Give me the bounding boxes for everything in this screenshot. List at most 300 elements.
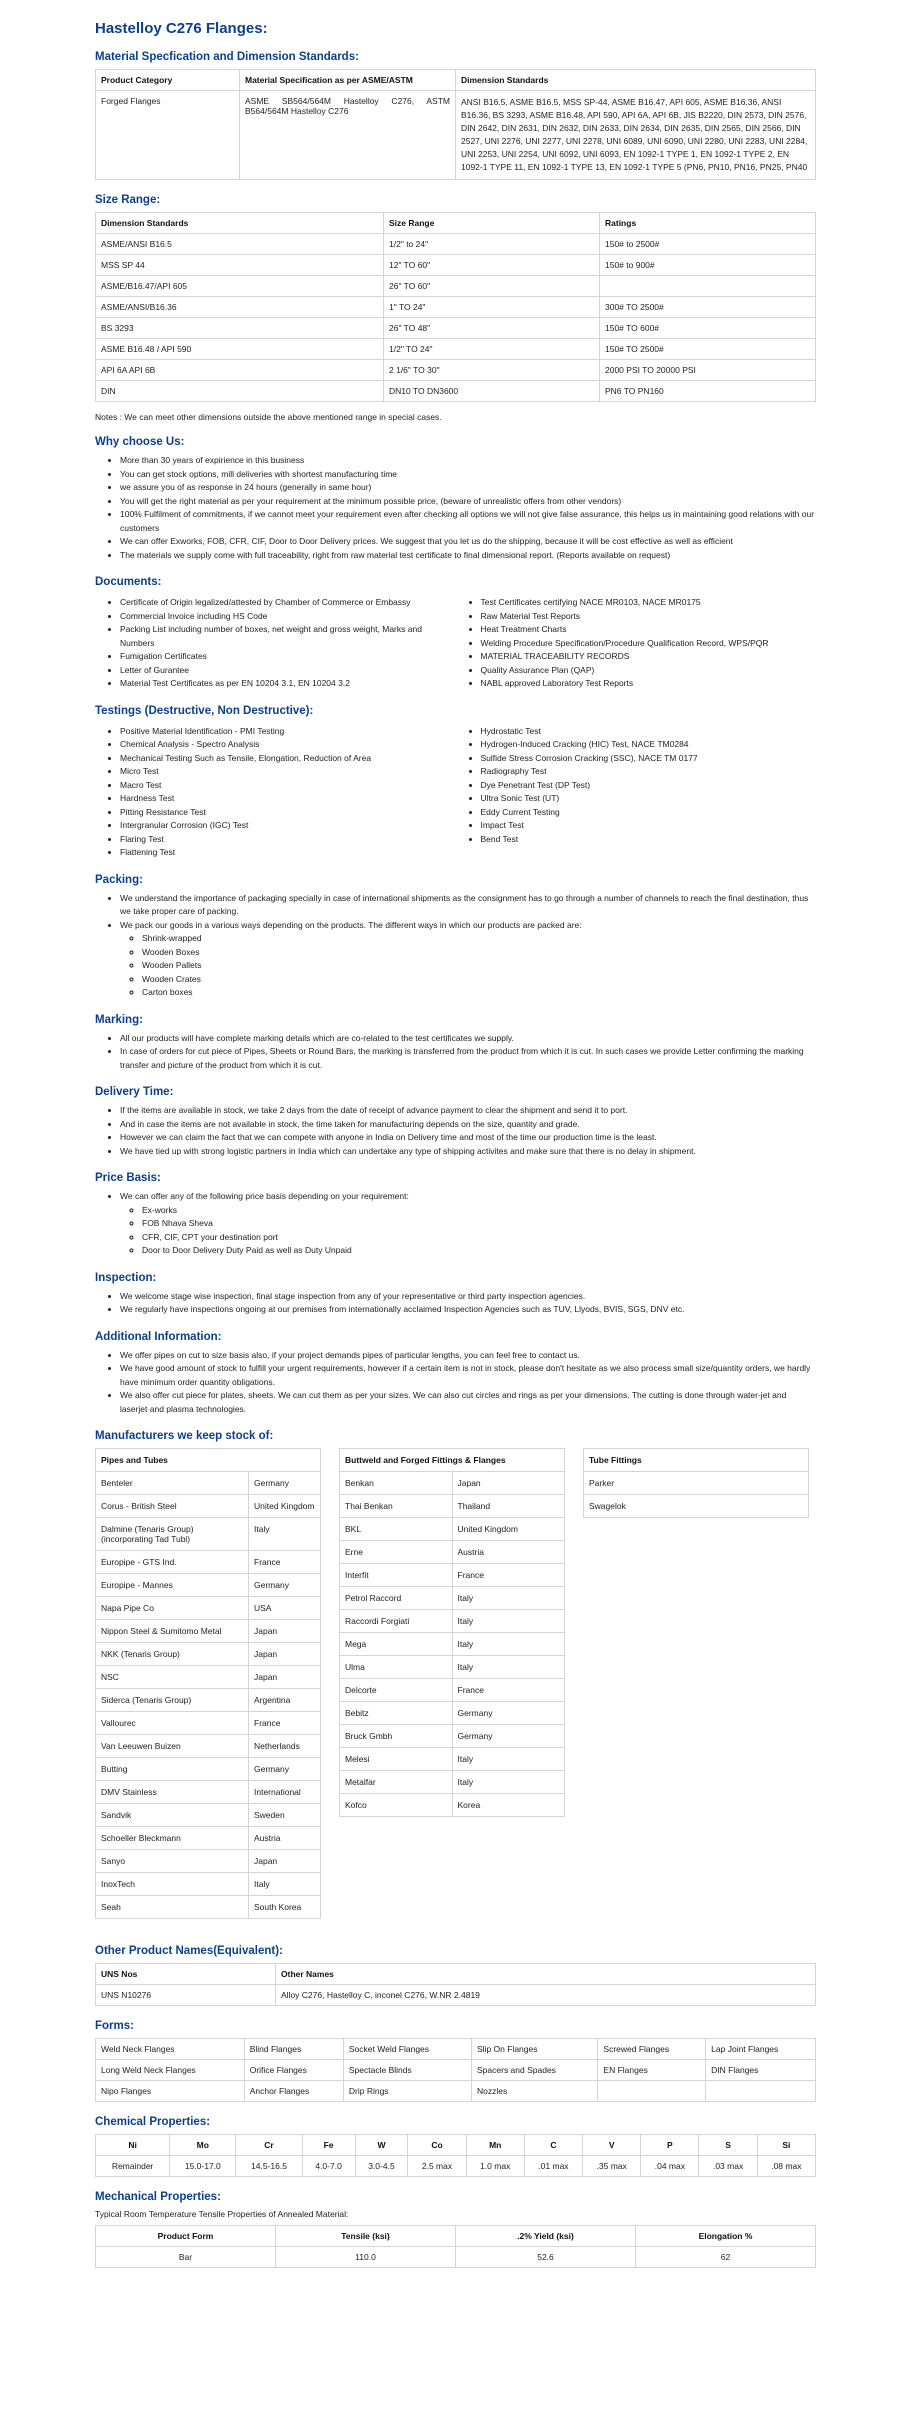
table-cell: Italy <box>452 1771 565 1794</box>
list-item: • We welcome stage wise inspection, final stage inspection from any of your representative or third party inspection agencies. <box>120 1290 816 1304</box>
table-row <box>96 1620 321 1643</box>
table-row <box>340 1564 565 1587</box>
list-item <box>120 1190 816 1258</box>
table-row <box>96 91 816 180</box>
delivery-heading: Delivery Time: <box>95 1086 174 1098</box>
table-row <box>96 1827 321 1850</box>
table-cell: 300# TO 2500# <box>600 297 816 318</box>
additional-info-list <box>95 1349 816 1417</box>
why-choose-heading: Why choose Us: <box>95 436 185 448</box>
other-names-table <box>95 1963 816 2006</box>
list-item: • Raw Material Test Reports <box>481 610 817 624</box>
table-header: Co <box>408 2135 466 2156</box>
testings-columns <box>95 723 816 860</box>
table-cell: Socket Weld Flanges <box>343 2039 471 2060</box>
table-cell: France <box>452 1564 565 1587</box>
table-header: C <box>524 2135 582 2156</box>
table-cell: Italy <box>452 1587 565 1610</box>
list-item: ◦ Wooden Boxes <box>142 946 816 960</box>
table-header: Size Range <box>384 213 600 234</box>
documents-columns <box>95 594 816 691</box>
table-cell: Schoeller Bleckmann <box>96 1827 249 1850</box>
table-header: Buttweld and Forged Fittings & Flanges <box>340 1449 565 1472</box>
table-row <box>96 1873 321 1896</box>
table-row <box>340 1541 565 1564</box>
table-cell: Lap Joint Flanges <box>706 2039 816 2060</box>
documents-heading: Documents: <box>95 576 162 588</box>
testings-list-left <box>95 725 456 860</box>
list-item: • Hydrogen-Induced Cracking (HIC) Test, NACE TM0284 <box>481 738 817 752</box>
table-row <box>96 1597 321 1620</box>
marking-list <box>95 1032 816 1073</box>
table-cell: Orifice Flanges <box>244 2060 343 2081</box>
manufacturers-heading: Manufacturers we keep stock of: <box>95 1430 274 1442</box>
price-basis-list <box>95 1190 816 1258</box>
table-row <box>96 1574 321 1597</box>
list-item: • Radiography Test <box>481 765 817 779</box>
table-cell: NKK (Tenaris Group) <box>96 1643 249 1666</box>
table-cell: Forged Flanges <box>96 91 240 180</box>
table-row <box>96 2247 816 2268</box>
list-item: ◦ Ex-works <box>142 1204 816 1218</box>
table-row <box>96 2060 816 2081</box>
table-cell: Nipo Flanges <box>96 2081 245 2102</box>
list-item: • Heat Treatment Charts <box>481 623 817 637</box>
table-cell: ASME/ANSI/B16.36 <box>96 297 384 318</box>
list-item: • We understand the importance of packaging specially in case of international shipments as the consignment has to go through a number of channels to reach the final destination, thus we take proper care of packing. <box>120 892 816 919</box>
chemical-heading: Chemical Properties: <box>95 2116 211 2128</box>
table-cell: Italy <box>452 1633 565 1656</box>
table-cell: Alloy C276, Hastelloy C, inconel C276, W.NR 2.4819 <box>276 1985 816 2006</box>
table-cell: Italy <box>452 1610 565 1633</box>
list-item: • We also offer cut piece for plates, sheets. We can cut them as per your sizes. We can also cut circles and rings as per your dimensions. The cutting is done through water-jet and laserjet and plasma technologies. <box>120 1389 816 1416</box>
packing-methods-list <box>120 932 816 1000</box>
table-cell: 110.0 <box>276 2247 456 2268</box>
table-cell: United Kingdom <box>249 1495 321 1518</box>
table-header: Mo <box>170 2135 236 2156</box>
packing-heading: Packing: <box>95 873 143 886</box>
table-cell: 150# to 900# <box>600 255 816 276</box>
table-cell: ASME SB564/564M Hastelloy C276, ASTM B564/564M Hastelloy C276 <box>240 91 456 180</box>
table-cell: Italy <box>249 1518 321 1551</box>
table-cell: 62 <box>636 2247 816 2268</box>
list-item: • However we can claim the fact that we can compete with anyone in India on Delivery time and most of the time our production time is the least. <box>120 1131 816 1145</box>
table-header: Dimension Standards <box>96 213 384 234</box>
table-cell: France <box>249 1551 321 1574</box>
list-item: • Fumigation Certificates <box>120 650 456 664</box>
table-cell: Netherlands <box>249 1735 321 1758</box>
table-row <box>340 1518 565 1541</box>
table-cell: ASME B16.48 / API 590 <box>96 339 384 360</box>
table-cell: 1/2" to 24" <box>384 234 600 255</box>
list-item: ◦ CFR, CIF, CPT your destination port <box>142 1231 816 1245</box>
table-cell: ANSI B16.5, ASME B16.5, MSS SP-44, ASME B16.47, API 605, ASME B16.36, ANSI B16.36, BS 3293, ASME B16.48, API 590, API 6A, API 6B, JIS B2220, DIN 2573, DIN 2576, DIN 2642, DIN 2631, DIN 2632, DIN 2633, DIN 2634, DIN 2635, DIN 2565, DIN 2566, DIN 2527, UNI 2276, UNI 2277, UNI 2278, UNI 6089, UNI 6090, UNI 2280, UNI 2283, UNI 2284, UNI 2253, UNI 2254, UNI 6092, UNI 6093, EN 1092-1 TYPE 1, EN 1092-1 TYPE 2, EN 1092-1 TYPE 11, EN 1092-1 TYPE 13, EN 1092-1 TYPE 5 (PN6, PN10, PN16, PN25, PN40 <box>456 91 816 180</box>
list-item: • You can get stock options, mill deliveries with shortest manufacturing time <box>120 468 816 482</box>
table-cell: Italy <box>452 1748 565 1771</box>
list-item: • Test Certificates certifying NACE MR0103, NACE MR0175 <box>481 596 817 610</box>
table-cell: .04 max <box>641 2156 699 2177</box>
table-cell: 2.5 max <box>408 2156 466 2177</box>
table-cell: 3.0-4.5 <box>355 2156 408 2177</box>
table-cell: Siderca (Tenaris Group) <box>96 1689 249 1712</box>
table-cell: .01 max <box>524 2156 582 2177</box>
list-item: • Positive Material Identification - PMI Testing <box>120 725 456 739</box>
list-item: • Dye Penetrant Test (DP Test) <box>481 779 817 793</box>
table-header: Other Names <box>276 1964 816 1985</box>
table-cell: Europipe - Mannes <box>96 1574 249 1597</box>
list-item <box>120 919 816 1000</box>
inspection-heading: Inspection: <box>95 1271 157 1284</box>
table-cell: Japan <box>452 1472 565 1495</box>
tube-fittings-table <box>583 1448 809 1518</box>
table-cell: Butting <box>96 1758 249 1781</box>
table-cell: Germany <box>249 1472 321 1495</box>
list-item-text: We can offer any of the following price basis depending on your requirement: <box>120 1191 409 1201</box>
table-cell: MSS SP 44 <box>96 255 384 276</box>
chemical-header-row <box>96 2135 816 2156</box>
table-row <box>96 1551 321 1574</box>
table-row <box>96 381 816 402</box>
table-row <box>96 1495 321 1518</box>
table-header: Pipes and Tubes <box>96 1449 321 1472</box>
pipes-tubes-body <box>96 1472 321 1919</box>
table-row <box>96 1896 321 1919</box>
table-cell: 2000 PSI TO 20000 PSI <box>600 360 816 381</box>
table-header: W <box>355 2135 408 2156</box>
table-cell: France <box>452 1679 565 1702</box>
table-cell: Erne <box>340 1541 453 1564</box>
table-cell: 1.0 max <box>466 2156 524 2177</box>
table-cell: Sandvik <box>96 1804 249 1827</box>
table-cell: Anchor Flanges <box>244 2081 343 2102</box>
table-header: Tensile (ksi) <box>276 2226 456 2247</box>
table-row <box>340 1771 565 1794</box>
table-cell: UNS N10276 <box>96 1985 276 2006</box>
table-cell: 14.5-16.5 <box>236 2156 302 2177</box>
table-header: Material Specification as per ASME/ASTM <box>240 70 456 91</box>
table-cell: DIN <box>96 381 384 402</box>
table-header: Ratings <box>600 213 816 234</box>
table-cell: 1/2" TO 24" <box>384 339 600 360</box>
table-cell: Dalmine (Tenaris Group) (incorporating Tad Tubi) <box>96 1518 249 1551</box>
table-cell: Bar <box>96 2247 276 2268</box>
table-cell: Ulma <box>340 1656 453 1679</box>
table-cell: United Kingdom <box>452 1518 565 1541</box>
table-cell <box>600 276 816 297</box>
list-item: • Material Test Certificates as per EN 10204 3.1, EN 10204 3.2 <box>120 677 456 691</box>
table-row <box>96 1985 816 2006</box>
testings-list-right <box>456 725 817 847</box>
table-cell: South Korea <box>249 1896 321 1919</box>
table-row <box>96 1712 321 1735</box>
table-row <box>96 1735 321 1758</box>
table-header: Mn <box>466 2135 524 2156</box>
list-item: • NABL approved Laboratory Test Reports <box>481 677 817 691</box>
table-row <box>96 2081 816 2102</box>
list-item-text: We pack our goods in a various ways depending on the products. The different ways in which our products are packed are: <box>120 919 582 930</box>
table-cell: 52.6 <box>456 2247 636 2268</box>
table-row <box>96 1758 321 1781</box>
list-item: • Macro Test <box>120 779 456 793</box>
table-row <box>340 1748 565 1771</box>
list-item: • Intergranular Corrosion (IGC) Test <box>120 819 456 833</box>
marking-heading: Marking: <box>95 1013 143 1026</box>
table-cell: Bruck Gmbh <box>340 1725 453 1748</box>
table-cell: Swagelok <box>584 1495 809 1518</box>
list-item: • You will get the right material as per your requirement at the minimum possible price, (beware of unrealistic offers from other vendors) <box>120 495 816 509</box>
additional-info-heading: Additional Information: <box>95 1330 222 1343</box>
table-cell: Sanyo <box>96 1850 249 1873</box>
table-cell: Italy <box>452 1656 565 1679</box>
table-row <box>96 276 816 297</box>
other-names-heading: Other Product Names(Equivalent): <box>95 1945 283 1957</box>
table-cell <box>706 2081 816 2102</box>
table-cell: Metalfar <box>340 1771 453 1794</box>
table-cell: 150# TO 600# <box>600 318 816 339</box>
table-cell: Delcorte <box>340 1679 453 1702</box>
table-header: .2% Yield (ksi) <box>456 2226 636 2247</box>
table-header: P <box>641 2135 699 2156</box>
table-cell: Kofco <box>340 1794 453 1817</box>
table-cell: BKL <box>340 1518 453 1541</box>
table-cell: Sweden <box>249 1804 321 1827</box>
list-item: • We regularly have inspections ongoing at our premises from internationally acclaimed Inspection Agencies such as TUV, Llyods, BVIS, SGS, DNV etc. <box>120 1303 816 1317</box>
table-cell: DMV Stainless <box>96 1781 249 1804</box>
delivery-list <box>95 1104 816 1158</box>
list-item: • Pitting Resistance Test <box>120 806 456 820</box>
list-item: ◦ Wooden Pallets <box>142 959 816 973</box>
table-row <box>96 1804 321 1827</box>
table-cell: Slip On Flanges <box>472 2039 598 2060</box>
list-item: • Chemical Analysis - Spectro Analysis <box>120 738 456 752</box>
pipes-tubes-table <box>95 1448 321 1919</box>
packing-list <box>95 892 816 1000</box>
table-cell: Spectacle Blinds <box>343 2060 471 2081</box>
table-header: Ni <box>96 2135 170 2156</box>
table-cell: Weld Neck Flanges <box>96 2039 245 2060</box>
table-row <box>96 1643 321 1666</box>
table-row <box>96 1518 321 1551</box>
inspection-list <box>95 1290 816 1317</box>
table-cell: .08 max <box>757 2156 815 2177</box>
table-cell: PN6 TO PN160 <box>600 381 816 402</box>
documents-list-right <box>456 596 817 691</box>
table-cell: Seah <box>96 1896 249 1919</box>
table-row <box>96 1850 321 1873</box>
table-row <box>96 1781 321 1804</box>
table-row <box>96 1689 321 1712</box>
testings-heading: Testings (Destructive, Non Destructive): <box>95 704 314 717</box>
list-item: ◦ FOB Nhava Sheva <box>142 1217 816 1231</box>
table-cell: Germany <box>452 1702 565 1725</box>
table-row <box>584 1472 809 1495</box>
table-header: V <box>583 2135 641 2156</box>
list-item: • In case of orders for cut piece of Pipes, Sheets or Round Bars, the marking is transferred from the product from which it is cut. In such cases we provide Letter confirming the marking transfer and picture of the product from which it is cut. <box>120 1045 816 1072</box>
table-cell: DIN Flanges <box>706 2060 816 2081</box>
table-cell: Korea <box>452 1794 565 1817</box>
list-item: • Flaring Test <box>120 833 456 847</box>
list-item: • If the items are available in stock, we take 2 days from the date of receipt of advance payment to clear the shipment and send it to port. <box>120 1104 816 1118</box>
list-item: • We offer pipes on cut to size basis also, if your project demands pipes of particular lengths, you can feel free to contact us. <box>120 1349 816 1363</box>
table-cell: Remainder <box>96 2156 170 2177</box>
table-cell: Germany <box>249 1574 321 1597</box>
table-cell: 12" TO 60" <box>384 255 600 276</box>
table-cell: Melesi <box>340 1748 453 1771</box>
table-cell: Drip Rings <box>343 2081 471 2102</box>
table-cell <box>598 2081 706 2102</box>
table-cell: .03 max <box>699 2156 757 2177</box>
forms-body <box>96 2039 816 2102</box>
list-item: • We have good amount of stock to fulfill your urgent requirements, however if a certain item is not in stock, please don't hesitate as we also process small size/quantity orders, we hardly have minimum order quantity obligations. <box>120 1362 816 1389</box>
table-row <box>340 1702 565 1725</box>
table-cell: Bebitz <box>340 1702 453 1725</box>
table-cell: Japan <box>249 1666 321 1689</box>
list-item: • Micro Test <box>120 765 456 779</box>
list-item: • 100% Fulfilment of commitments, if we cannot meet your requirement even after checking all options we will not give false assurance, this helps us in maintaining good relations with our customers <box>120 508 816 535</box>
table-cell: 26" TO 48" <box>384 318 600 339</box>
table-cell: 150# to 2500# <box>600 234 816 255</box>
size-range-table <box>95 212 816 402</box>
table-cell: Corus - British Steel <box>96 1495 249 1518</box>
table-cell: 150# TO 2500# <box>600 339 816 360</box>
list-item: • And in case the items are not available in stock, the time taken for manufacturing depends on the size, quantity and grade. <box>120 1118 816 1132</box>
table-header: UNS Nos <box>96 1964 276 1985</box>
table-row <box>340 1472 565 1495</box>
table-cell: Blind Flanges <box>244 2039 343 2060</box>
table-cell: Nippon Steel & Sumitomo Metal <box>96 1620 249 1643</box>
list-item: ◦ Shrink-wrapped <box>142 932 816 946</box>
table-cell: USA <box>249 1597 321 1620</box>
table-cell: Raccordi Forgiati <box>340 1610 453 1633</box>
list-item: • Hydrostatic Test <box>481 725 817 739</box>
list-item: • We can offer Exworks, FOB, CFR, CIF, Door to Door Delivery prices. We suggest that you let us do the shipping, because it will be cost effective as well as efficient <box>120 535 816 549</box>
manufacturers-tables <box>95 1448 816 1919</box>
table-cell: Napa Pipe Co <box>96 1597 249 1620</box>
table-cell: Long Weld Neck Flanges <box>96 2060 245 2081</box>
table-cell: InoxTech <box>96 1873 249 1896</box>
forms-table <box>95 2038 816 2102</box>
chemical-table <box>95 2134 816 2177</box>
list-item: • Mechanical Testing Such as Tensile, Elongation, Reduction of Area <box>120 752 456 766</box>
table-row <box>584 1495 809 1518</box>
fittings-flanges-body <box>340 1472 565 1817</box>
table-row <box>340 1495 565 1518</box>
table-cell: Benteler <box>96 1472 249 1495</box>
list-item: • We have tied up with strong logistic partners in India which can undertake any type of shipping activites and make sure that there is no delay in shipment. <box>120 1145 816 1159</box>
table-cell: Thai Benkan <box>340 1495 453 1518</box>
table-header: Elongation % <box>636 2226 816 2247</box>
table-cell: Japan <box>249 1643 321 1666</box>
material-spec-heading: Material Specfication and Dimension Standards: <box>95 51 359 63</box>
table-cell: DN10 TO DN3600 <box>384 381 600 402</box>
list-item: • Packing List including number of boxes, net weight and gross weight, Marks and Numbers <box>120 623 456 650</box>
why-choose-list <box>95 454 816 562</box>
table-cell: EN Flanges <box>598 2060 706 2081</box>
table-cell: Japan <box>249 1620 321 1643</box>
table-row <box>96 318 816 339</box>
table-cell: 4.0-7.0 <box>302 2156 355 2177</box>
table-header: Product Category <box>96 70 240 91</box>
list-item: • Welding Procedure Specification/Procedure Qualification Record, WPS/PQR <box>481 637 817 651</box>
table-row <box>340 1610 565 1633</box>
table-cell: 2 1/6" TO 30" <box>384 360 600 381</box>
table-header: Tube Fittings <box>584 1449 809 1472</box>
table-cell: Italy <box>249 1873 321 1896</box>
table-cell: International <box>249 1781 321 1804</box>
list-item: • All our products will have complete marking details which are co-related to the test certificates we supply. <box>120 1032 816 1046</box>
table-cell: ASME/B16.47/API 605 <box>96 276 384 297</box>
list-item: ◦ Door to Door Delivery Duty Paid as well as Duty Unpaid <box>142 1244 816 1258</box>
table-cell: Germany <box>452 1725 565 1748</box>
table-header: Dimension Standards <box>456 70 816 91</box>
list-item: • Flattening Test <box>120 846 456 860</box>
mechanical-description: Typical Room Temperature Tensile Properties of Annealed Material: <box>95 2209 349 2219</box>
table-row <box>96 234 816 255</box>
price-basis-heading: Price Basis: <box>95 1172 161 1184</box>
table-cell: Germany <box>249 1758 321 1781</box>
table-row <box>96 255 816 276</box>
mechanical-heading: Mechanical Properties: <box>95 2191 221 2203</box>
list-item: • More than 30 years of expirience in this business <box>120 454 816 468</box>
table-cell: Interfit <box>340 1564 453 1587</box>
table-cell: Benkan <box>340 1472 453 1495</box>
table-header: Si <box>757 2135 815 2156</box>
documents-list-left <box>95 596 456 691</box>
page-title: Hastelloy C276 Flanges: <box>95 20 268 37</box>
table-row <box>96 2039 816 2060</box>
table-cell: API 6A API 6B <box>96 360 384 381</box>
table-cell: 26" TO 60" <box>384 276 600 297</box>
material-spec-table <box>95 69 816 180</box>
list-item: ◦ Wooden Crates <box>142 973 816 987</box>
table-cell: Austria <box>452 1541 565 1564</box>
table-header: Product Form <box>96 2226 276 2247</box>
table-cell: Parker <box>584 1472 809 1495</box>
list-item: • The materials we supply come with full traceability, right from raw material test certificate to final dimensional report. (Reports available on request) <box>120 549 816 563</box>
fittings-flanges-table <box>339 1448 565 1817</box>
table-cell: 15.0-17.0 <box>170 2156 236 2177</box>
table-cell: Vallourec <box>96 1712 249 1735</box>
table-row <box>340 1725 565 1748</box>
tube-fittings-body <box>584 1472 809 1518</box>
list-item: • MATERIAL TRACEABILITY RECORDS <box>481 650 817 664</box>
table-cell: ASME/ANSI B16.5 <box>96 234 384 255</box>
table-cell: 1" TO 24" <box>384 297 600 318</box>
list-item: • Certificate of Origin legalized/attested by Chamber of Commerce or Embassy <box>120 596 456 610</box>
list-item: • Eddy Current Testing <box>481 806 817 820</box>
table-cell: Mega <box>340 1633 453 1656</box>
table-row <box>96 360 816 381</box>
table-cell: Austria <box>249 1827 321 1850</box>
list-item: • we assure you of as response in 24 hours (generally in same hour) <box>120 481 816 495</box>
table-cell: Argentina <box>249 1689 321 1712</box>
table-cell: France <box>249 1712 321 1735</box>
table-row <box>96 297 816 318</box>
table-header: Fe <box>302 2135 355 2156</box>
table-cell: Van Leeuwen Buizen <box>96 1735 249 1758</box>
price-options-list <box>120 1204 816 1258</box>
mechanical-table <box>95 2225 816 2268</box>
table-cell: Spacers and Spades <box>472 2060 598 2081</box>
list-item: ◦ Carton boxes <box>142 986 816 1000</box>
table-cell: Thailand <box>452 1495 565 1518</box>
table-cell: Japan <box>249 1850 321 1873</box>
table-cell: Europipe - GTS Ind. <box>96 1551 249 1574</box>
list-item: • Sulfide Stress Corrosion Cracking (SSC), NACE TM 0177 <box>481 752 817 766</box>
list-item: • Impact Test <box>481 819 817 833</box>
table-row <box>96 1666 321 1689</box>
list-item: • Ultra Sonic Test (UT) <box>481 792 817 806</box>
